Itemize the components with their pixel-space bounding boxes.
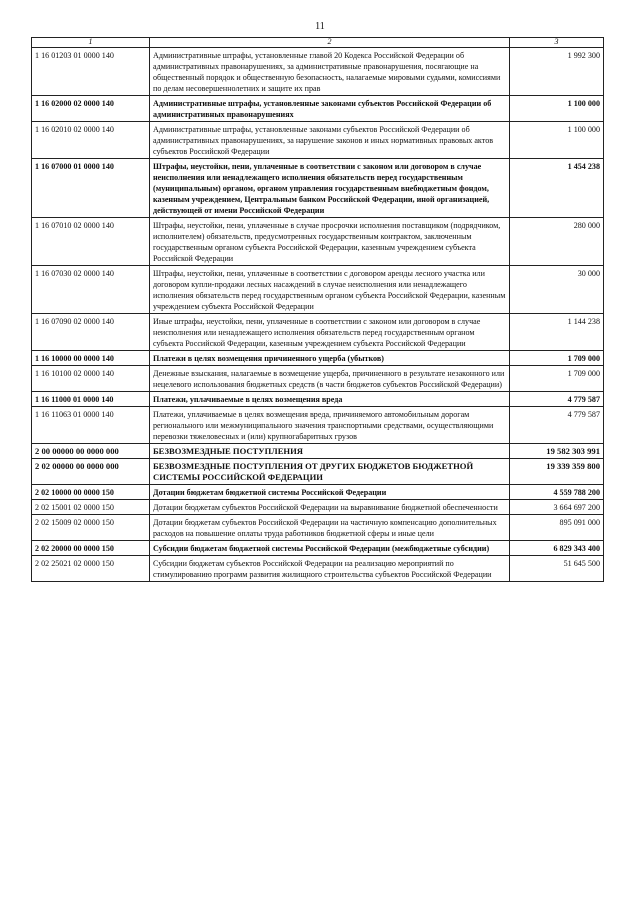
table-row [32, 217, 604, 265]
amount-cell: 19 339 359 800 [510, 458, 604, 484]
amount-cell: 4 559 788 200 [510, 485, 604, 500]
budget-code-cell: 2 02 00000 00 0000 000 [32, 458, 150, 484]
table-row [32, 47, 604, 95]
amount-cell: 1 454 238 [510, 158, 604, 217]
description-cell: БЕЗВОЗМЕЗДНЫЕ ПОСТУПЛЕНИЯ ОТ ДРУГИХ БЮДЖЕТОВ БЮДЖЕТНОЙ СИСТЕМЫ РОССИЙСКОЙ ФЕДЕРАЦИИ [150, 458, 510, 484]
column-header-code: 1 [32, 38, 150, 48]
budget-code-cell: 1 16 10000 00 0000 140 [32, 350, 150, 365]
column-header-amount: 3 [510, 38, 604, 48]
table-row [32, 406, 604, 443]
amount-cell: 1 709 000 [510, 350, 604, 365]
amount-cell: 1 992 300 [510, 47, 604, 95]
description-cell: Административные штрафы, установленные законами субъектов Российской Федерации об административных правонарушениях [150, 95, 510, 121]
budget-code-cell: 1 16 07030 02 0000 140 [32, 265, 150, 313]
budget-code-cell: 2 02 20000 00 0000 150 [32, 541, 150, 556]
description-cell: Платежи, уплачиваемые в целях возмещения вреда, причиняемого автомобильным дорогам регионального или межмуниципального значения транспортными средствами, осуществляющими перевозки тяжеловесных и (или) крупногабаритных грузов [150, 406, 510, 443]
description-cell: Штрафы, неустойки, пени, уплаченные в случае просрочки исполнения поставщиком (подрядчиком, исполнителем) обязательств, предусмотренных государственным контрактом, заключенным государственным органом субъекта Российской Федерации, казенным учреждением субъекта Российской Федерации [150, 217, 510, 265]
table-row [32, 121, 604, 158]
amount-cell: 895 091 000 [510, 515, 604, 541]
description-cell: Дотации бюджетам бюджетной системы Российской Федерации [150, 485, 510, 500]
amount-cell: 1 144 238 [510, 313, 604, 350]
budget-code-cell: 1 16 10100 02 0000 140 [32, 365, 150, 391]
budget-code-cell: 2 00 00000 00 0000 000 [32, 443, 150, 458]
table-row [32, 158, 604, 217]
budget-code-cell: 2 02 10000 00 0000 150 [32, 485, 150, 500]
description-cell: Субсидии бюджетам бюджетной системы Российской Федерации (межбюджетные субсидии) [150, 541, 510, 556]
table-row [32, 265, 604, 313]
page-number: 11 [315, 21, 325, 32]
description-cell: Административные штрафы, установленные главой 20 Кодекса Российской Федерации об административных правонарушениях, за административные правонарушения, посягающие на общественный порядок и общественную безопасность, налагаемые мировыми судьями, комиссиями по делам несовершеннолетних и защите их прав [150, 47, 510, 95]
table-header-row [32, 38, 604, 48]
description-cell: Платежи в целях возмещения причиненного ущерба (убытков) [150, 350, 510, 365]
budget-code-cell: 2 02 25021 02 0000 150 [32, 556, 150, 582]
column-header-description: 2 [150, 38, 510, 48]
table-row [32, 313, 604, 350]
description-cell: Иные штрафы, неустойки, пени, уплаченные в соответствии с законом или договором в случае неисполнения или ненадлежащего исполнения обязательств перед государственным органом субъекта Российской Федерации, казенным учреждением субъекта Российской Федерации [150, 313, 510, 350]
description-cell: Денежные взыскания, налагаемые в возмещение ущерба, причиненного в результате незаконного или нецелевого использования бюджетных средств (в части бюджетов субъектов Российской Федерации) [150, 365, 510, 391]
amount-cell: 19 582 303 991 [510, 443, 604, 458]
budget-code-cell: 1 16 11063 01 0000 140 [32, 406, 150, 443]
table-row [32, 541, 604, 556]
amount-cell: 3 664 697 200 [510, 500, 604, 515]
amount-cell: 1 709 000 [510, 365, 604, 391]
description-cell: БЕЗВОЗМЕЗДНЫЕ ПОСТУПЛЕНИЯ [150, 443, 510, 458]
description-cell: Штрафы, неустойки, пени, уплаченные в соответствии с законом или договором в случае неисполнения или ненадлежащего исполнения обязательств перед государственным (муниципальным) органом, органом управления государственным внебюджетным фондом, казенным учреждением, Центральным банком Российской Федерации, иной организацией, действующей от имени Российской Федерации [150, 158, 510, 217]
amount-cell: 6 829 343 400 [510, 541, 604, 556]
budget-code-cell: 1 16 07010 02 0000 140 [32, 217, 150, 265]
budget-code-cell: 1 16 07000 01 0000 140 [32, 158, 150, 217]
amount-cell: 51 645 500 [510, 556, 604, 582]
budget-code-cell: 1 16 02010 02 0000 140 [32, 121, 150, 158]
amount-cell: 4 779 587 [510, 406, 604, 443]
budget-code-cell: 1 16 07090 02 0000 140 [32, 313, 150, 350]
table-row [32, 365, 604, 391]
budget-table [31, 37, 604, 582]
budget-code-cell: 2 02 15009 02 0000 150 [32, 515, 150, 541]
budget-code-cell: 1 16 02000 02 0000 140 [32, 95, 150, 121]
description-cell: Штрафы, неустойки, пени, уплаченные в соответствии с договором аренды лесного участка или договором купли-продажи лесных насаждений в случае неисполнения или ненадлежащего исполнения обязательств перед государственным органом субъекта Российской Федерации, казенным учреждением субъекта Российской Федерации [150, 265, 510, 313]
table-row [32, 443, 604, 458]
table-row [32, 485, 604, 500]
description-cell: Дотации бюджетам субъектов Российской Федерации на выравнивание бюджетной обеспеченности [150, 500, 510, 515]
amount-cell: 30 000 [510, 265, 604, 313]
amount-cell: 280 000 [510, 217, 604, 265]
table-row [32, 95, 604, 121]
budget-code-cell: 2 02 15001 02 0000 150 [32, 500, 150, 515]
amount-cell: 1 100 000 [510, 121, 604, 158]
table-row [32, 556, 604, 582]
description-cell: Административные штрафы, установленные законами субъектов Российской Федерации об административных правонарушениях, за нарушение законов и иных нормативных правовых актов субъектов Российской Федерации [150, 121, 510, 158]
description-cell: Дотации бюджетам субъектов Российской Федерации на частичную компенсацию дополнительных расходов на повышение оплаты труда работников бюджетной сферы и иные цели [150, 515, 510, 541]
amount-cell: 4 779 587 [510, 391, 604, 406]
table-row [32, 458, 604, 484]
description-cell: Платежи, уплачиваемые в целях возмещения вреда [150, 391, 510, 406]
amount-cell: 1 100 000 [510, 95, 604, 121]
budget-code-cell: 1 16 01203 01 0000 140 [32, 47, 150, 95]
budget-code-cell: 1 16 11000 01 0000 140 [32, 391, 150, 406]
table-row [32, 500, 604, 515]
description-cell: Субсидии бюджетам субъектов Российской Федерации на реализацию мероприятий по стимулированию программ развития жилищного строительства субъектов Российской Федерации [150, 556, 510, 582]
table-row [32, 391, 604, 406]
table-row [32, 515, 604, 541]
table-row [32, 350, 604, 365]
